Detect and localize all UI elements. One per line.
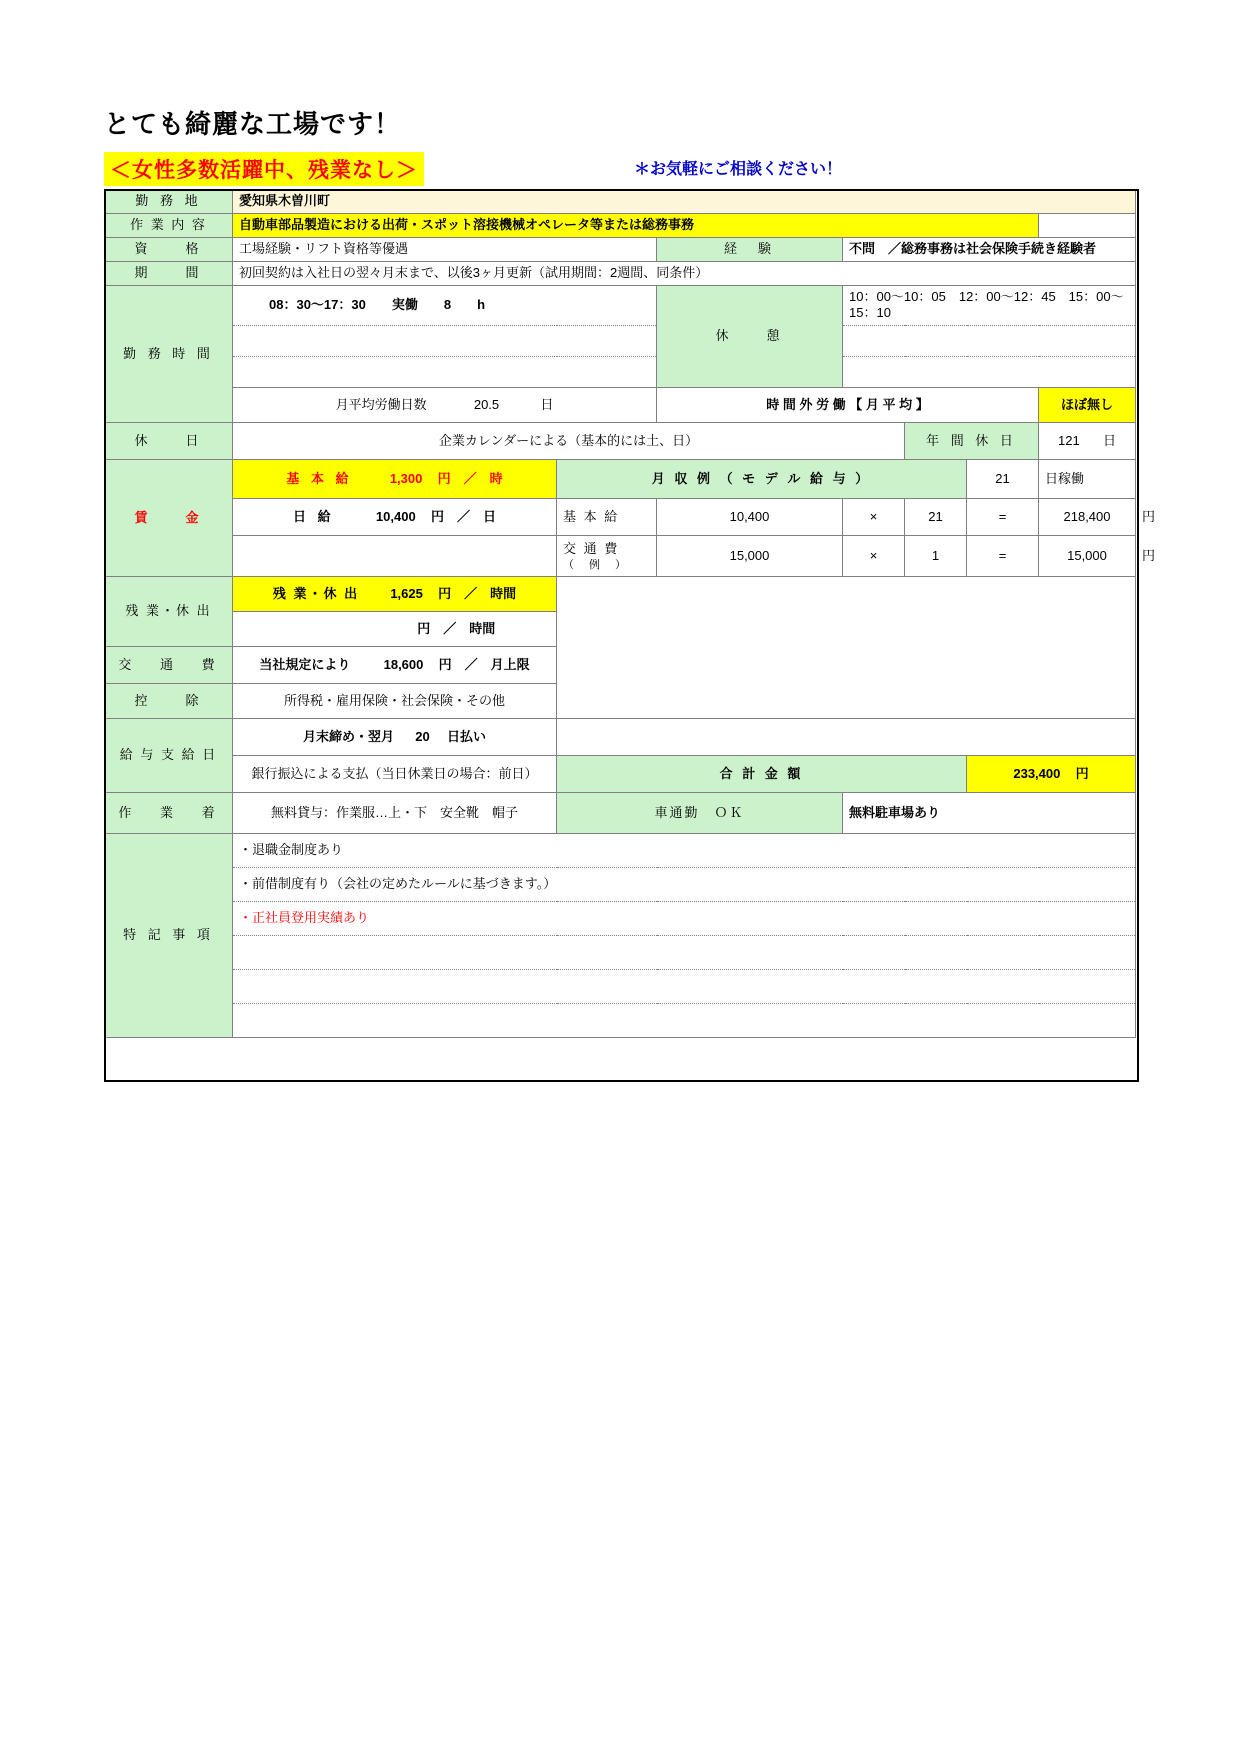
- table-row: [105, 868, 1136, 902]
- label-work-place: 勤 務 地: [105, 190, 233, 214]
- label-experience: 経 験: [657, 237, 843, 261]
- table-row: [105, 213, 1136, 237]
- payday-row1-blank: [557, 719, 1136, 756]
- avg-workdays-unit: 日: [540, 396, 554, 412]
- overtime-pay-second-row: [233, 612, 557, 647]
- base-wage-label: 基 本 給: [286, 470, 353, 486]
- value-qualification: 工場経験・リフト資格等優遇: [233, 237, 657, 261]
- table-row: [105, 902, 1136, 936]
- base-wage-unit: 円 ／ 時: [437, 470, 503, 486]
- transport-amount: 18,600: [383, 656, 424, 672]
- model-line1-operator: ×: [843, 499, 905, 536]
- model-line1-a: 10,400: [657, 499, 843, 536]
- subhead-banner: ＜女性多数活躍中、残業なし＞: [104, 152, 424, 186]
- label-payday: 給 与 支 給 日: [105, 719, 233, 793]
- value-deduction: 所得税・雇用保険・社会保険・その他: [233, 684, 557, 719]
- note-item: [233, 970, 1136, 1004]
- transport-value: [233, 647, 557, 684]
- table-row: [105, 756, 1136, 793]
- model-line2-label: [557, 536, 657, 577]
- wage-blank-cell: [233, 536, 557, 577]
- label-work-hours: 勤 務 時 間: [105, 285, 233, 423]
- value-work-place: 愛知県木曽川町: [233, 190, 1136, 214]
- payday-value-1: [233, 719, 557, 756]
- table-row: [105, 388, 1136, 423]
- model-salary-days-unit: 日稼働: [1039, 460, 1136, 499]
- value-break: 10：00〜10：05 12：00〜12：45 15：00〜15：10: [843, 285, 1136, 326]
- table-row: [105, 719, 1136, 756]
- note-item: ・前借制度有り（会社の定めたルールに基づきます。）: [233, 868, 1136, 902]
- label-qualification: 資 格: [105, 237, 233, 261]
- base-wage-value: 1,300: [389, 470, 423, 486]
- value-workwear: 無料貸与：作業服…上・下 安全靴 帽子: [233, 793, 557, 834]
- value-holiday: 企業カレンダーによる（基本的には土、日）: [233, 423, 905, 460]
- note-item: [233, 936, 1136, 970]
- subhead-row: [104, 152, 1134, 184]
- value-work-hours: [233, 285, 657, 326]
- avg-workdays: [233, 388, 657, 423]
- base-wage: [233, 460, 557, 499]
- model-line2-b: 1: [905, 536, 967, 577]
- total-amount-unit: 円: [1075, 765, 1089, 781]
- overtime-pay-amount: 1,625: [390, 585, 423, 601]
- total-amount-number: 233,400: [1013, 765, 1061, 781]
- label-workwear: 作 業 着: [105, 793, 233, 834]
- model-line1-label: 基 本 給: [557, 499, 657, 536]
- job-detail-table: [104, 189, 1156, 1038]
- overtime-pay-value: [233, 577, 557, 612]
- model-line2-sub: （ 例 ）: [563, 558, 628, 571]
- label-annual-holiday: 年 間 休 日: [905, 423, 1039, 460]
- value-car-commute: 無料駐車場あり: [843, 793, 1136, 834]
- label-transport: 交 通 費: [105, 647, 233, 684]
- table-row: [105, 970, 1136, 1004]
- annual-holiday-unit: 日: [1102, 432, 1116, 448]
- label-break: 休 憩: [657, 285, 843, 388]
- table-row: 交 通 費 （ 例 ） 15,000 × 1 = 15,000 円: [105, 536, 1136, 577]
- break-blank-2: [843, 357, 1136, 388]
- value-experience: 不問 ／総務事務は社会保険手続き経験者: [843, 237, 1136, 261]
- note-item: ・正社員登用実績あり: [233, 902, 1136, 936]
- daily-wage-value: 10,400: [375, 508, 416, 524]
- table-row: [105, 834, 1136, 868]
- avg-workdays-value: 20.5: [473, 396, 500, 412]
- model-salary-days: 21: [967, 460, 1039, 499]
- table-row: [105, 261, 1136, 285]
- daily-wage: [233, 499, 557, 536]
- label-notes: 特 記 事 項: [105, 834, 233, 1038]
- label-wage: 賃 金: [105, 460, 233, 577]
- work-hours-blank-1: [233, 326, 657, 357]
- table-row: [105, 936, 1136, 970]
- table-row: [105, 357, 1136, 388]
- table-row: [105, 793, 1136, 834]
- page-headline: とても綺麗な工場です！: [104, 109, 402, 139]
- table-row: 日 給 10,400 円 ／ 日 基 本 給 10,400 × 21 = 218,400 円: [105, 499, 1136, 536]
- label-deduction: 控 除: [105, 684, 233, 719]
- payday-value-2: 銀行振込による支払（当日休業日の場合：前日）: [233, 756, 557, 793]
- overtime-pay-label: 残 業・休 出: [272, 585, 360, 601]
- table-row: [105, 326, 1136, 357]
- label-overtime-pay: 残 業・休 出: [105, 577, 233, 647]
- table-row: [105, 577, 1136, 612]
- work-hours-actual-unit: h: [477, 297, 486, 312]
- model-line2-equals: =: [967, 536, 1039, 577]
- model-line1-equals: =: [967, 499, 1039, 536]
- payday-day: 20: [415, 728, 430, 744]
- label-holiday: 休 日: [105, 423, 233, 460]
- break-blank-1: [843, 326, 1136, 357]
- work-hours-actual-value: 8: [443, 297, 452, 312]
- overtime-avg-label: 時 間 外 労 働 【 月 平 均 】: [657, 388, 1039, 423]
- model-line1-total: 218,400: [1039, 499, 1136, 536]
- work-hours-blank-2: [233, 357, 657, 388]
- table-row: [105, 237, 1136, 261]
- note-item: [233, 1004, 1136, 1038]
- avg-workdays-label: 月平均労働日数: [335, 396, 427, 412]
- annual-holiday-count: 121: [1058, 432, 1080, 448]
- total-amount-value: [967, 756, 1136, 793]
- payday-pre: 月末締め・翌月: [303, 728, 395, 744]
- daily-wage-label: 日 給: [293, 508, 335, 524]
- label-work-content: 作 業 内 容: [105, 213, 233, 237]
- right-blank-area: [557, 577, 1136, 719]
- total-amount-label: 合 計 金 額: [557, 756, 967, 793]
- transport-value-label: 当社規定により: [259, 656, 351, 672]
- value-period: 初回契約は入社日の翌々月末まで、以後3ヶ月更新（試用期間：2週間、同条件）: [233, 261, 1136, 285]
- table-row: [105, 190, 1136, 214]
- model-line2-a: 15,000: [657, 536, 843, 577]
- table-row: [105, 1004, 1136, 1038]
- overtime-pay-second-unit: 円 ／ 時間: [417, 620, 496, 636]
- transport-unit: 円 ／ 月上限: [438, 656, 530, 672]
- table-row: [105, 423, 1136, 460]
- daily-wage-unit: 円 ／ 日: [430, 508, 496, 524]
- overtime-avg-value: ほぼ無し: [1039, 388, 1136, 423]
- value-work-content: 自動車部品製造における出荷・スポット溶接機械オペレータ等または総務事務: [233, 213, 1039, 237]
- model-line2-label-text: 交 通 費: [563, 540, 620, 556]
- overtime-pay-unit: 円 ／ 時間: [438, 585, 517, 601]
- model-line2-operator: ×: [843, 536, 905, 577]
- payday-post: 日払い: [446, 728, 486, 744]
- value-annual-holiday: [1039, 423, 1136, 460]
- work-hours-actual-label: 実働: [391, 297, 418, 312]
- label-car-commute: 車通勤 ＯＫ: [557, 793, 843, 834]
- table-row: [105, 285, 1136, 326]
- contact-note: ＊お気軽にご相談ください！: [634, 161, 843, 178]
- table-row: [105, 460, 1136, 499]
- note-item: ・退職金制度あり: [233, 834, 1136, 868]
- model-line2-total: 15,000: [1039, 536, 1136, 577]
- model-salary-title: 月 収 例 （ モ デ ル 給 与 ）: [557, 460, 967, 499]
- work-hours-time: 08：30〜17：30: [269, 297, 366, 312]
- spacer-cell: [1039, 213, 1136, 237]
- label-period: 期 間: [105, 261, 233, 285]
- model-line1-b: 21: [905, 499, 967, 536]
